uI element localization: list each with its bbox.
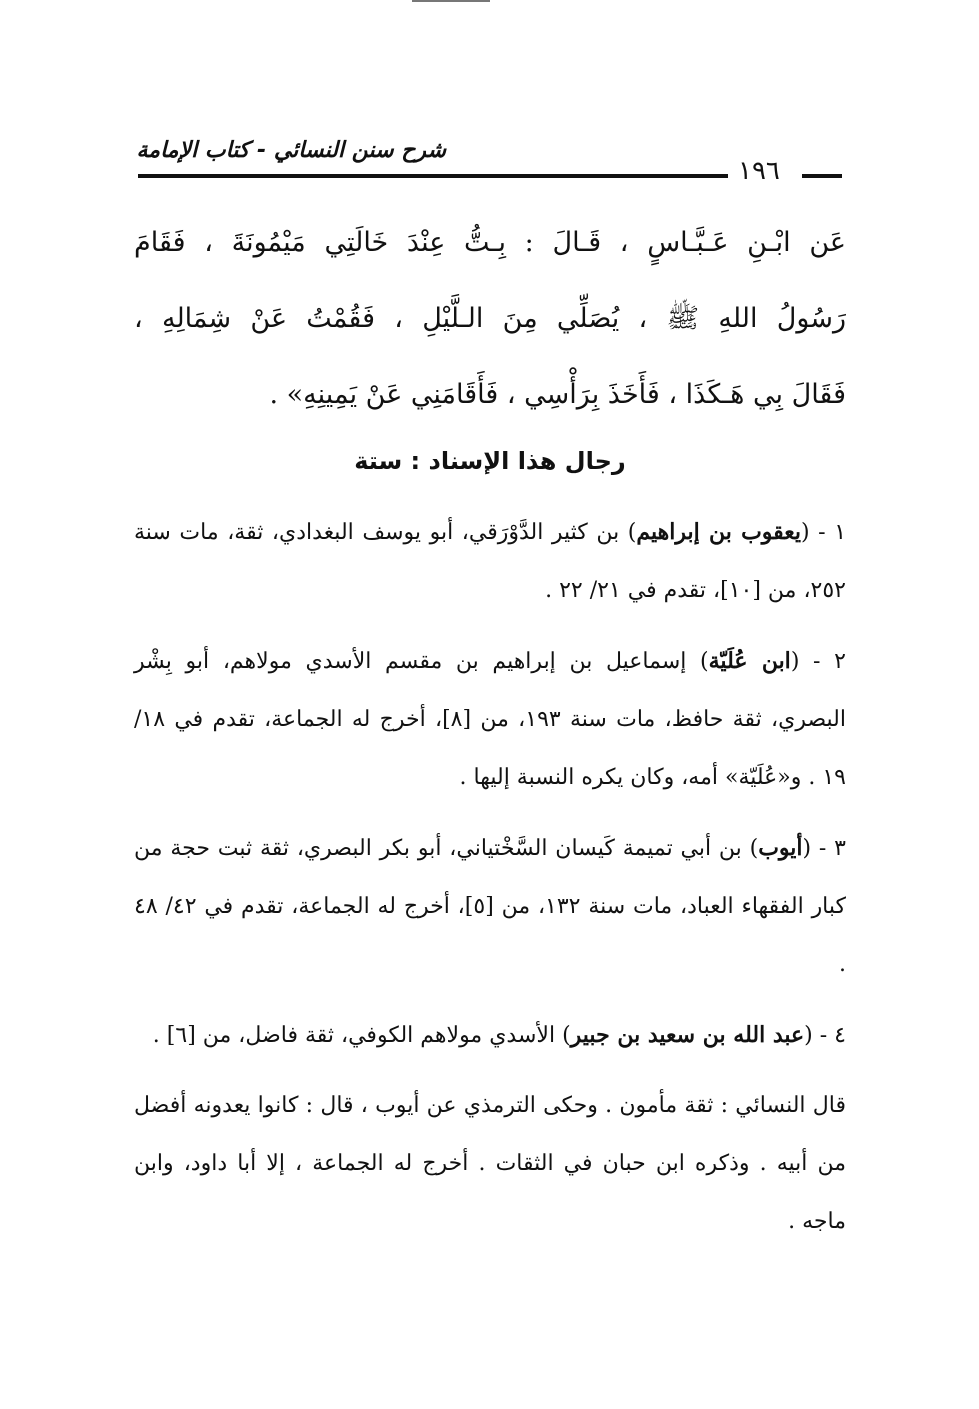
header-rule-right (802, 174, 842, 178)
hadith-line-2: رَسُولُ اللهِ ﷺ ، يُصَلِّي مِنَ الـلَّيْلِ ، فَقُمْتُ عَنْ شِمَالِهِ ، (134, 303, 846, 334)
page-content (134, 205, 846, 1263)
hadith-text (134, 205, 846, 433)
hadith-line-1: عَن ابْـنِ عَـبَّـاسٍ ، قَـالَ : بِـتُّ عِنْدَ خَالَتِي مَيْمُونَةَ ، فَقَامَ (134, 227, 846, 258)
narrator-entry (134, 503, 846, 620)
top-rule (412, 0, 490, 2)
entry-details: ) بن كثير الدَّوْرَقي، أبو يوسف البغدادي، ثقة، مات سنة ٢٥٢، من [١٠]، تقدم في ٢١/ ٢٢ . (134, 520, 846, 603)
entry-prefix: ١ - ( (801, 520, 847, 545)
hadith-line-3: فَقَالَ بِي هَـكَذَا ، فَأَخَذَ بِرَأْسِي ، فَأَقَامَنِي عَنْ يَمِينِهِ» . (269, 379, 846, 410)
narrator-name: أيوب (758, 835, 803, 861)
entry-prefix: ٤ - ( (804, 1023, 846, 1048)
header-rule (138, 174, 728, 178)
note-text: قال النسائي : ثقة مأمون . وحكى الترمذي عن أيوب ، قال : كانوا يعدونه أفضل من أبيه . وذكره ابن حبان في الثقات . أخرج له الجماعة ، إلا أبا داود، وابن ماجه . (134, 1093, 846, 1234)
narrator-entry-text (134, 503, 846, 620)
narrator-entry-text (134, 632, 846, 807)
page-number: ١٩٦ (738, 156, 780, 186)
entry-details: ) إسماعيل بن إبراهيم بن مقسم الأسدي مولاهم، أبو بِشْر البصري، ثقة حافظ، مات سنة ١٩٣، من [٨]، أخرج له الجماعة، تقدم في ١٨/ ١٩ . و«عُلَيّة» أمه، وكان يكره النسبة إليها . (134, 649, 846, 790)
narrator-name: عبد الله بن سعيد بن جبير (570, 1022, 805, 1048)
header-title: شرح سنن النسائي - كتاب الإمامة (136, 138, 446, 163)
narrator-entry (134, 1006, 846, 1065)
section-heading: رجال هذا الإسناد : ستة (354, 447, 626, 475)
narrator-name: يعقوب بن إبراهيم (636, 519, 802, 545)
narrator-entry-text (134, 1006, 846, 1065)
entry-prefix: ٣ - ( (802, 836, 846, 861)
narrator-entry (134, 632, 846, 807)
entry-details: ) بن أبي تميمة كَيسان السَّخْتياني، أبو بكر البصري، ثقة ثبت حجة من كبار الفقهاء العباد، مات سنة ١٣٢، من [٥]، أخرج له الجماعة، تقدم في ٤٢/ ٤٨ . (134, 836, 847, 977)
entry-prefix: ٢ - ( (790, 649, 846, 674)
page-header (138, 138, 842, 188)
narrator-entry-text (134, 819, 846, 994)
narrator-name: ابن عُلَيّة (708, 648, 791, 674)
entry-details: ) الأسدي مولاهم الكوفي، ثقة فاضل، من [٦] . (152, 1023, 571, 1048)
narrator-entry (134, 819, 846, 994)
note-paragraph (134, 1077, 846, 1251)
